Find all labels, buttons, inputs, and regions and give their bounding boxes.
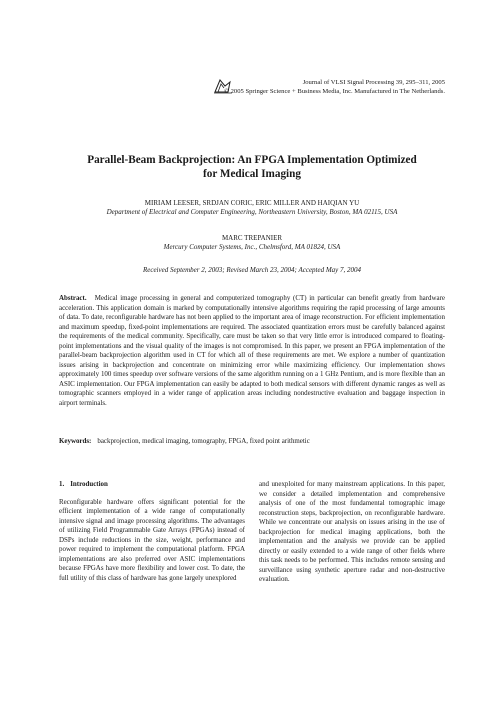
- received-dates: Received September 2, 2003; Revised March 23, 2004; Accepted May 7, 2004: [142, 266, 362, 274]
- author-names-1: MIRIAM LEESER, SRDJAN CORIC, ERIC MILLER AND HAIQIAN YU: [144, 199, 360, 207]
- left-column: [59, 480, 245, 583]
- title-line-1: Parallel-Beam Backprojection: An FPGA Implementation Optimized: [87, 154, 417, 166]
- copyright-line: © 2005 Springer Science + Business Media, Inc. Manufactured in The Netherlands.: [223, 87, 445, 95]
- journal-header: [224, 79, 445, 96]
- affiliation-1: Department of Electrical and Computer Engineering, Northeastern University, Boston, MA 02115, USA: [106, 208, 398, 217]
- author-names-2: MARC TREPANIER: [221, 234, 283, 242]
- author-block-1: [40, 199, 464, 218]
- title-line-2: for Medical Imaging: [203, 168, 301, 180]
- keywords: [59, 437, 445, 447]
- section-heading: [59, 480, 245, 490]
- abstract-label: Abstract.: [59, 294, 87, 302]
- abstract-text: Medical image processing in general and computerized tomography (CT) in particular can benefit greatly from hardware acceleration. This application domain is marked by computationally intensive algorithms requiring the rapid processing of large amounts of data. To date, reconfigurable hardware has not been applied to the important area of image reconstruction. For efficient implementation and maximum speedup, fixed-point implementations are required. The associated quantization errors must be carefully balanced against the requirements of the medical community. Specifically, care must be taken so that very little error is introduced compared to floating-point implementations and the visual quality of the images is not compromised. In this paper, we present an FPGA implementation of the parallel-beam backprojection algorithm used in CT for which all of these requirements are met. We explore a number of quantization issues arising in backprojection and concentrate on minimizing error while maximizing efficiency. Our implementation shows approximately 100 times speedup over software versions of the same algorithm running on a 1 GHz Pentium, and is more flexible than an ASIC implementation. Our FPGA implementation can easily be adapted to both medical sensors with different dynamic ranges as well as tomographic scanners employed in a wider range of application areas including nondestructive evaluation and baggage inspection in airport terminals.: [59, 294, 446, 407]
- keywords-label: Keywords:: [59, 437, 92, 445]
- intro-paragraph-right: and unexploited for many mainstream applications. In this paper, we consider a detailed implementation and comprehensive analysis of one of the most fundamental tomographic image reconstruction steps, backprojection, on reconfigurable hardware. While we concentrate our analysis on issues arising in the use of backprojection for medical imaging applications, both the implementation and the analysis we provide can be applied directly or easily extended to a wide range of other fields where this task needs to be performed. This includes remote sensing and surveillance using synthetic aperture radar and non-destructive evaluation.: [259, 480, 445, 584]
- journal-citation: Journal of VLSI Signal Processing 39, 295–311, 2005: [302, 79, 445, 86]
- abstract: [59, 294, 445, 408]
- paper-title: [40, 153, 464, 181]
- intro-paragraph-left: Reconfigurable hardware offers significant potential for the efficient implementation of a wide range of computationally intensive signal and image processing algorithms. The advantages of utilizing Field Programmable Gate Arrays (FPGAs) instead of DSPs include reductions in the size, weight, performance and power required to implement the computational platform. FPGA implementations are also preferred over ASIC implementations because FPGAs have more flexibility and lower cost. To date, the full utility of this class of hardware has gone largely unexplored: [59, 497, 245, 582]
- affiliation-2: Mercury Computer Systems, Inc., Chelmsford, MA 01824, USA: [163, 243, 341, 252]
- section-number: 1.: [59, 480, 65, 488]
- right-column: [259, 480, 445, 585]
- section-title: Introduction: [70, 480, 108, 488]
- author-block-2: [40, 234, 464, 253]
- keywords-text: backprojection, medical imaging, tomography, FPGA, fixed point arithmetic: [97, 437, 310, 445]
